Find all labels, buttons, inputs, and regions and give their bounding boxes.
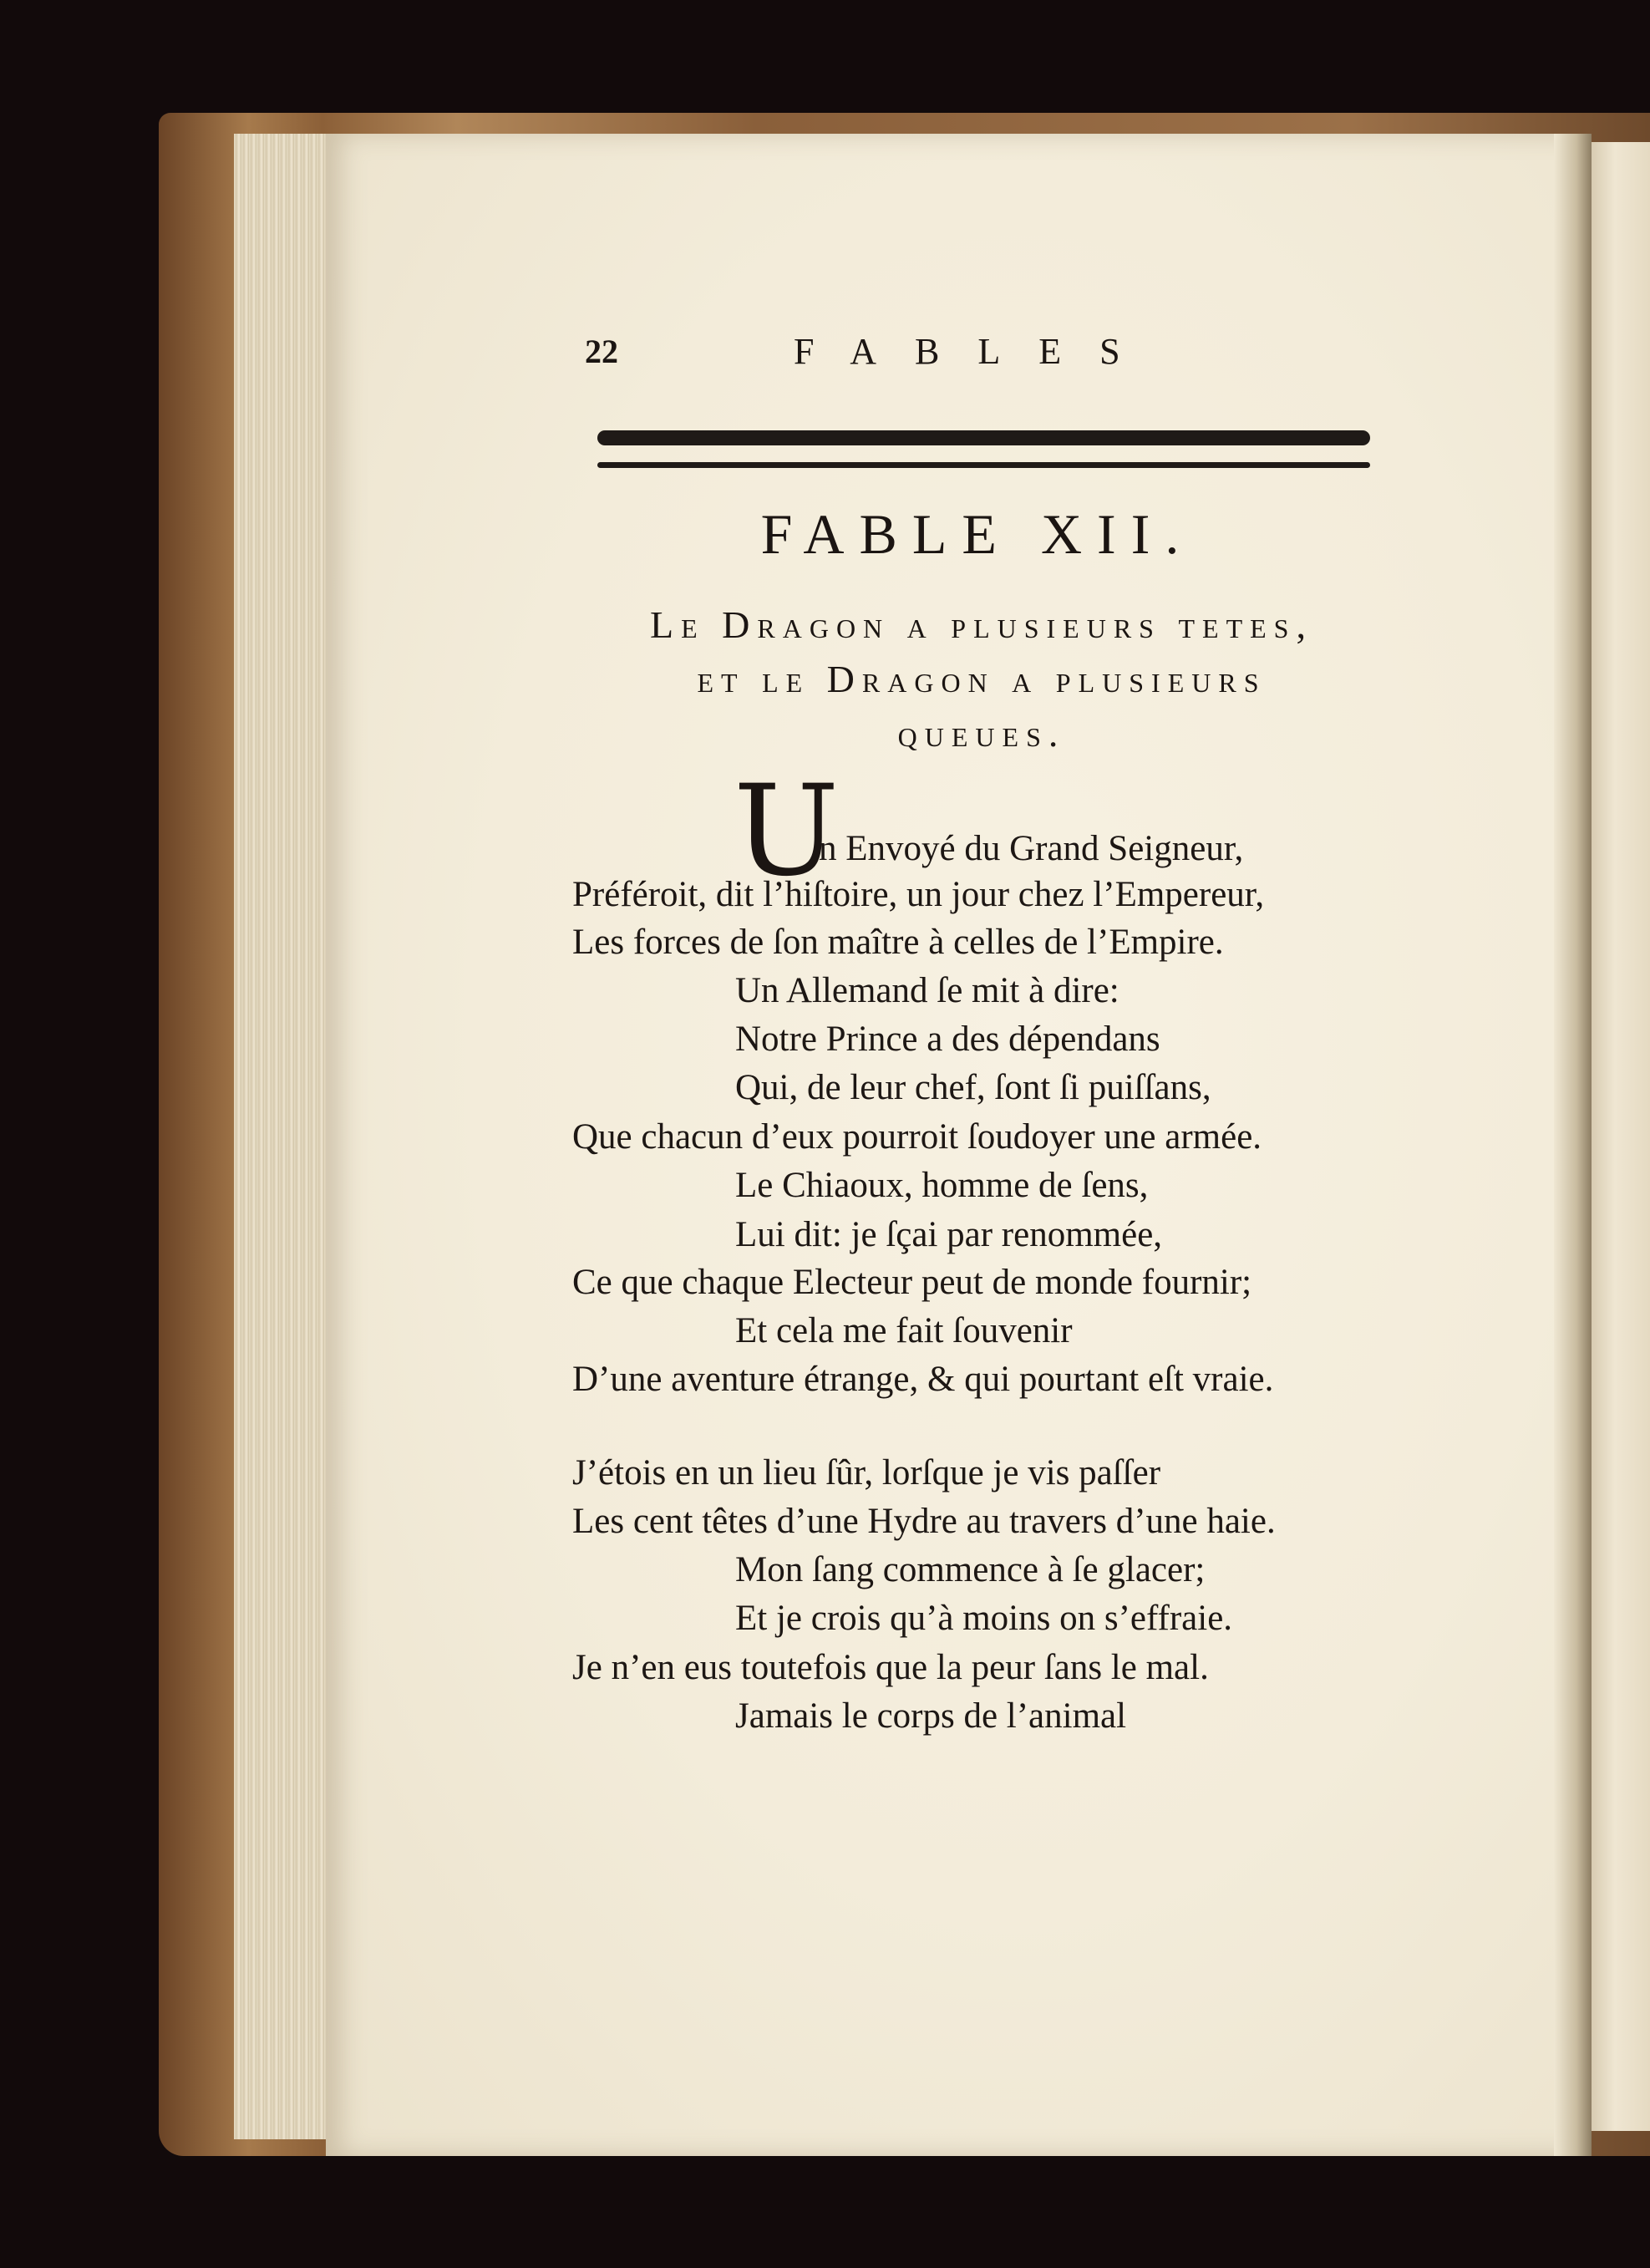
- verse-line: Qui, de leur chef, ſont ſi puiſſans,: [735, 1068, 1211, 1107]
- header-rule-thick: [597, 430, 1370, 445]
- verse-line: Et je crois qu’à moins on s’effraie.: [735, 1599, 1233, 1638]
- verse-line: n Envoyé du Grand Seigneur,: [819, 829, 1244, 868]
- verse-line: Les cent têtes d’une Hydre au travers d’une haie.: [572, 1502, 1276, 1541]
- book-gutter: [1554, 134, 1592, 2156]
- verse-line: Notre Prince a des dépendans: [735, 1020, 1160, 1059]
- page-number: 22: [585, 333, 618, 370]
- verse-line: Un Allemand ſe mit à dire:: [735, 971, 1119, 1010]
- verse-line: Préféroit, dit l’hiſtoire, un jour chez l’Empereur,: [572, 875, 1265, 914]
- verse-line: D’une aventure étrange, & qui pourtant eſt vraie.: [572, 1360, 1274, 1399]
- verse-line: Je n’en eus toutefois que la peur ſans le mal.: [572, 1648, 1209, 1687]
- drop-cap: U: [734, 759, 840, 904]
- fable-subtitle-line: Le Dragon a plusieurs tetes,: [650, 603, 1313, 646]
- verse-line: Que chacun d’eux pourroit ſoudoyer une armée.: [572, 1117, 1262, 1157]
- verse-line: Le Chiaoux, homme de ſens,: [735, 1166, 1149, 1205]
- verse-line: Ce que chaque Electeur peut de monde fournir;: [572, 1263, 1252, 1302]
- fable-title: FABLE XII.: [760, 502, 1195, 566]
- page-edges: [234, 134, 330, 2139]
- verse-line: Et cela me fait ſouvenir: [735, 1311, 1073, 1350]
- running-head: [585, 330, 1370, 380]
- verse-line: Jamais le corps de l’animal: [735, 1696, 1127, 1736]
- fable-subtitle-line: queues.: [897, 712, 1066, 755]
- verse-line: Les forces de ſon maître à celles de l’Empire.: [572, 923, 1224, 962]
- fable-subtitle-line: et le Dragon a plusieurs: [697, 658, 1267, 700]
- book-title: FABLES: [794, 331, 1159, 372]
- verse-line: J’étois en un lieu ſûr, lorſque je vis paſſer: [572, 1453, 1161, 1493]
- verse-line: Lui dit: je ſçai par renommée,: [735, 1215, 1163, 1254]
- verse-line: Mon ſang commence à ſe glacer;: [735, 1550, 1206, 1589]
- facing-page-edge: [1592, 142, 1650, 2131]
- header-rule-thin: [597, 462, 1370, 468]
